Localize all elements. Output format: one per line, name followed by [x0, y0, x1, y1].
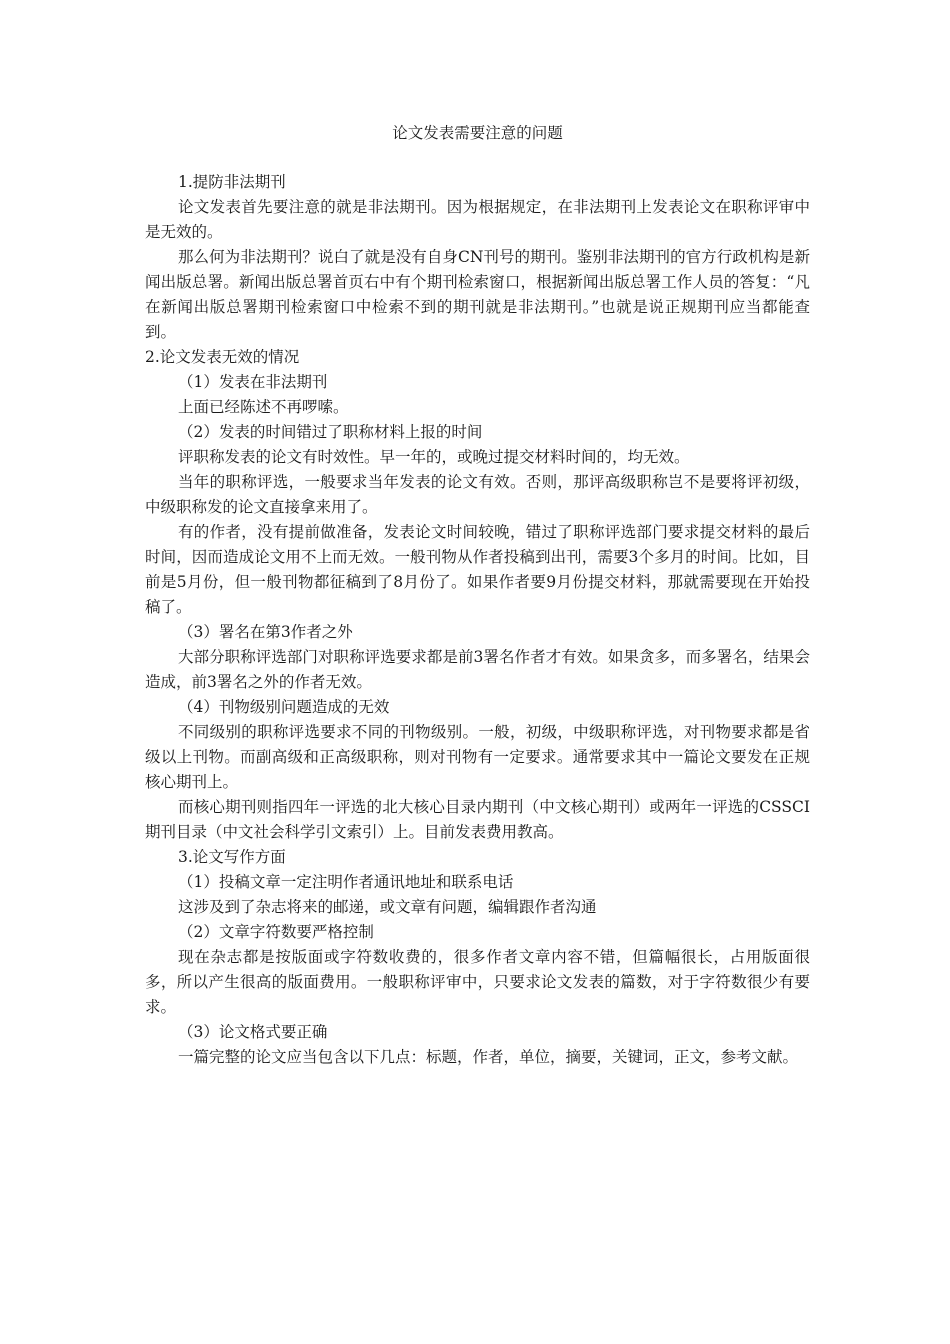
subheading: （3）论文格式要正确	[178, 1023, 328, 1041]
subheading: （2）发表的时间错过了职称材料上报的时间	[178, 423, 483, 441]
paragraph: 不同级别的职称评选要求不同的刊物级别。一般，初级，中级职称评选，对刊物要求都是省级以上刊物。而副高级和正高级职称，则对刊物有一定要求。通常要求其中一篇论文要发在正规核心期刊上。	[145, 723, 810, 791]
paragraph: 那么何为非法期刊？说白了就是没有自身CN刊号的期刊。鉴别非法期刊的官方行政机构是新闻出版总署。新闻出版总署首页右中有个期刊检索窗口，根据新闻出版总署工作人员的答复：“凡在新闻出版总署期刊检索窗口中检索不到的期刊就是非法期刊。”也就是说正规期刊应当都能查到。	[145, 248, 810, 341]
subheading: （2）文章字符数要严格控制	[178, 923, 374, 941]
paragraph: 而核心期刊则指四年一评选的北大核心目录内期刊（中文核心期刊）或两年一评选的CSSCI期刊目录（中文社会科学引文索引）上。目前发表费用教高。	[145, 798, 810, 841]
section-heading-2: 2.论文发表无效的情况	[145, 348, 300, 366]
paragraph: 当年的职称评选，一般要求当年发表的论文有效。否则，那评高级职称岂不是要将评初级，中级职称发的论文直接拿来用了。	[145, 473, 810, 516]
paragraph: 大部分职称评选部门对职称评选要求都是前3署名作者才有效。如果贪多，而多署名，结果会造成，前3署名之外的作者无效。	[145, 648, 810, 691]
subheading: （3）署名在第3作者之外	[178, 623, 353, 641]
paragraph: 现在杂志都是按版面或字符数收费的，很多作者文章内容不错，但篇幅很长，占用版面很多，所以产生很高的版面费用。一般职称评审中，只要求论文发表的篇数，对于字符数很少有要求。	[145, 948, 810, 1016]
subheading: （1）发表在非法期刊	[178, 373, 328, 391]
subheading: （4）刊物级别问题造成的无效	[178, 698, 390, 716]
document-body	[145, 121, 810, 1070]
section-heading-1: 1.提防非法期刊	[178, 173, 286, 191]
paragraph: 一篇完整的论文应当包含以下几点：标题，作者，单位，摘要，关键词，正文，参考文献。	[178, 1048, 799, 1066]
section-heading-3: 3.论文写作方面	[178, 848, 286, 866]
paragraph-list	[145, 170, 810, 1070]
subheading: （1）投稿文章一定注明作者通讯地址和联系电话	[178, 873, 514, 891]
paragraph: 上面已经陈述不再啰嗦。	[178, 398, 349, 416]
paragraph: 有的作者，没有提前做准备，发表论文时间较晚，错过了职称评选部门要求提交材料的最后时间，因而造成论文用不上而无效。一般刊物从作者投稿到出刊，需要3个多月的时间。比如，目前是5月份，但一般刊物都征稿到了8月份了。如果作者要9月份提交材料，那就需要现在开始投稿了。	[145, 523, 810, 616]
paragraph: 这涉及到了杂志将来的邮递，或文章有问题，编辑跟作者沟通	[178, 898, 597, 916]
document-title: 论文发表需要注意的问题	[392, 124, 563, 142]
paragraph: 论文发表首先要注意的就是非法期刊。因为根据规定，在非法期刊上发表论文在职称评审中是无效的。	[145, 198, 810, 241]
paragraph: 评职称发表的论文有时效性。早一年的，或晚过提交材料时间的，均无效。	[178, 448, 690, 466]
